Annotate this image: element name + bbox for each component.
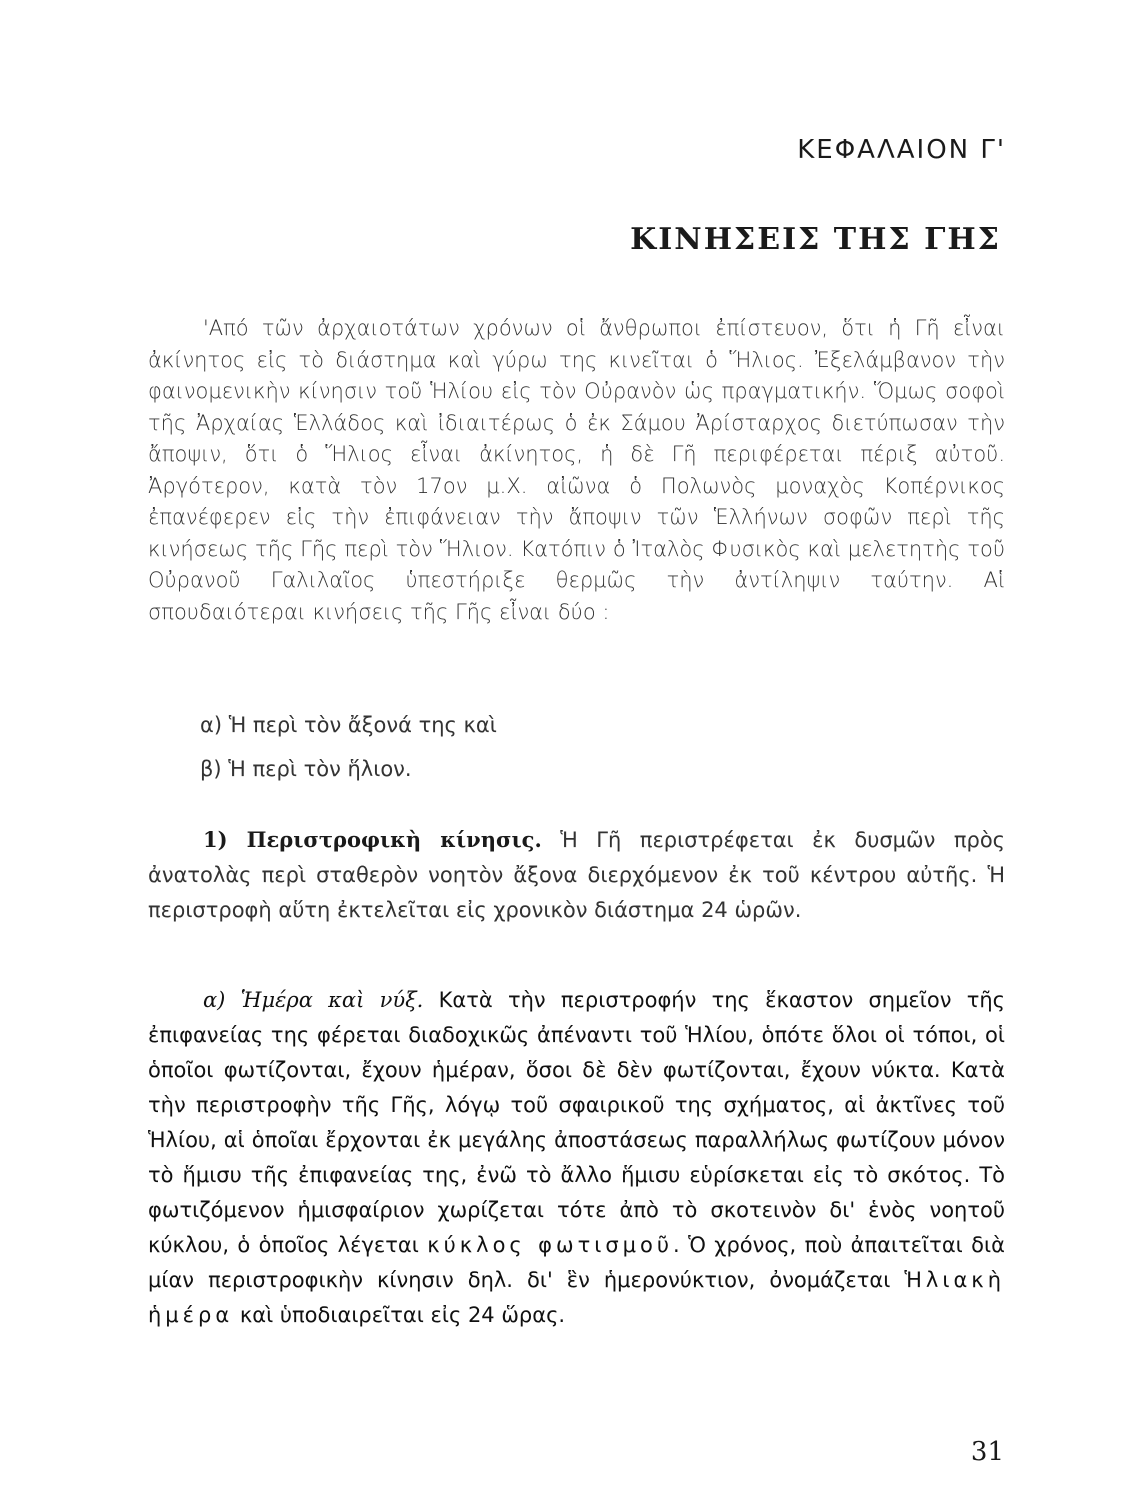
- section-heading: 1) Περιστροφικὴ κίνησις.: [203, 827, 542, 852]
- page-number: 31: [970, 1437, 1004, 1467]
- chapter-label: ΚΕΦΑΛΑΙΟΝ Γ': [797, 135, 1006, 165]
- subsection-text-3: καὶ ὑποδιαιρεῖται εἰς 24 ὥρας.: [239, 1303, 566, 1327]
- section-rotation-paragraph: [148, 822, 1005, 928]
- day-night-paragraph: [148, 983, 1005, 1333]
- list-item: β) Ἡ περὶ τὸν ἥλιον.: [200, 757, 412, 781]
- subsection-text-1: Κατὰ τὴν περιστροφήν της ἕκαστον σημεῖον τῆς ἐπιφανείας της φέρεται διαδοχικῶς ἀπέναντι τοῦ Ἡλίου, ὁπότε ὅλοι οἱ τόποι, οἱ ὁποῖοι φωτίζονται, ἔχουν ἡμέραν, ὅσοι δὲ δὲν φωτίζονται, ἔχουν νύκτα. Κατὰ τὴν περιστροφὴν τῆς Γῆς, λόγῳ τοῦ σφαιρικοῦ της σχήματος, αἱ ἀκτῖνες τοῦ Ἡλίου, αἱ ὁποῖαι ἔρχονται ἐκ μεγάλης ἀποστάσεως παραλλήλως φωτίζουν μόνον τὸ ἥμισυ τῆς ἐπιφανείας της, ἐνῶ τὸ ἄλλο ἥμισυ εὑρίσκεται εἰς τὸ σκότος. Τὸ φωτιζόμενον ἡμισφαίριον χωρίζεται τότε ἀπὸ τὸ σκοτεινὸν δι' ἑνὸς νοητοῦ κύκλου, ὁ ὁποῖος λέγεται: [148, 988, 1005, 1257]
- section-text: Ἡ Γῆ περιστρέφεται ἐκ δυσμῶν πρὸς ἀνατολὰς περὶ σταθερὸν νοητὸν ἄξονα διερχόμενον ἐκ τοῦ κέντρου αὐτῆς. Ἡ περιστροφὴ αὕτη ἐκτελεῖται εἰς χρονικὸν διάστημα 24 ὡρῶν.: [148, 828, 1005, 922]
- intro-text: 'Από τῶν ἀρχαιοτάτων χρόνων οἱ ἄνθρωποι ἐπίστευον, ὅτι ἡ Γῆ εἶναι ἀκίνητος εἰς τὸ διάστημα καὶ γύρω της κινεῖται ὁ Ἥλιος. Ἐξελάμβανον τὴν φαινομενικὴν κίνησιν τοῦ Ἡλίου εἰς τὸν Οὐρανὸν ὡς πραγματικήν. Ὅμως σοφοὶ τῆς Ἀρχαίας Ἑλλάδος καὶ ἰδιαιτέρως ὁ ἐκ Σάμου Ἀρίσταρχος διετύπωσαν τὴν ἄποψιν, ὅτι ὁ Ἥλιος εἶναι ἀκίνητος, ἡ δὲ Γῆ περιφέρεται πέριξ αὐτοῦ. Ἀργότερον, κατὰ τὸν 17ον μ.Χ. αἰῶνα ὁ Πολωνὸς μοναχὸς Κοπέρνικος ἐπανέφερεν εἰς τὴν ἐπιφάνειαν τὴν ἄποψιν τῶν Ἑλλήνων σοφῶν περὶ τῆς κινήσεως τῆς Γῆς περὶ τὸν Ἥλιον. Κατόπιν ὁ Ἰταλὸς Φυσικὸς καὶ μελετητὴς τοῦ Οὐρανοῦ Γαλιλαῖος ὑπεστήριξε θερμῶς τὴν ἀντίληψιν ταύτην. Αἱ σπουδαιότεραι κινήσεις τῆς Γῆς εἶναι δύο :: [148, 316, 1005, 624]
- subsection-text-2: . Ὁ χρόνος, ποὺ ἀπαιτεῖται διὰ μίαν περιστροφικὴν κίνησιν δηλ. δι' ἓν ἡμερονύκτιον, ὀνομάζεται: [148, 1233, 1005, 1292]
- list-item: α) Ἡ περὶ τὸν ἄξονά της καὶ: [200, 713, 497, 737]
- intro-paragraph: [148, 313, 1005, 628]
- term-solar-day: Ἡλιακὴ ἡμέρα: [148, 1268, 1005, 1327]
- subsection-heading: α) Ἡμέρα καὶ νύξ.: [203, 988, 424, 1012]
- chapter-title: ΚΙΝΗΣΕΙΣ ΤΗΣ ΓΗΣ: [630, 222, 1001, 257]
- term-circle-of-illumination: κύκλος φωτισμοῦ: [427, 1233, 674, 1257]
